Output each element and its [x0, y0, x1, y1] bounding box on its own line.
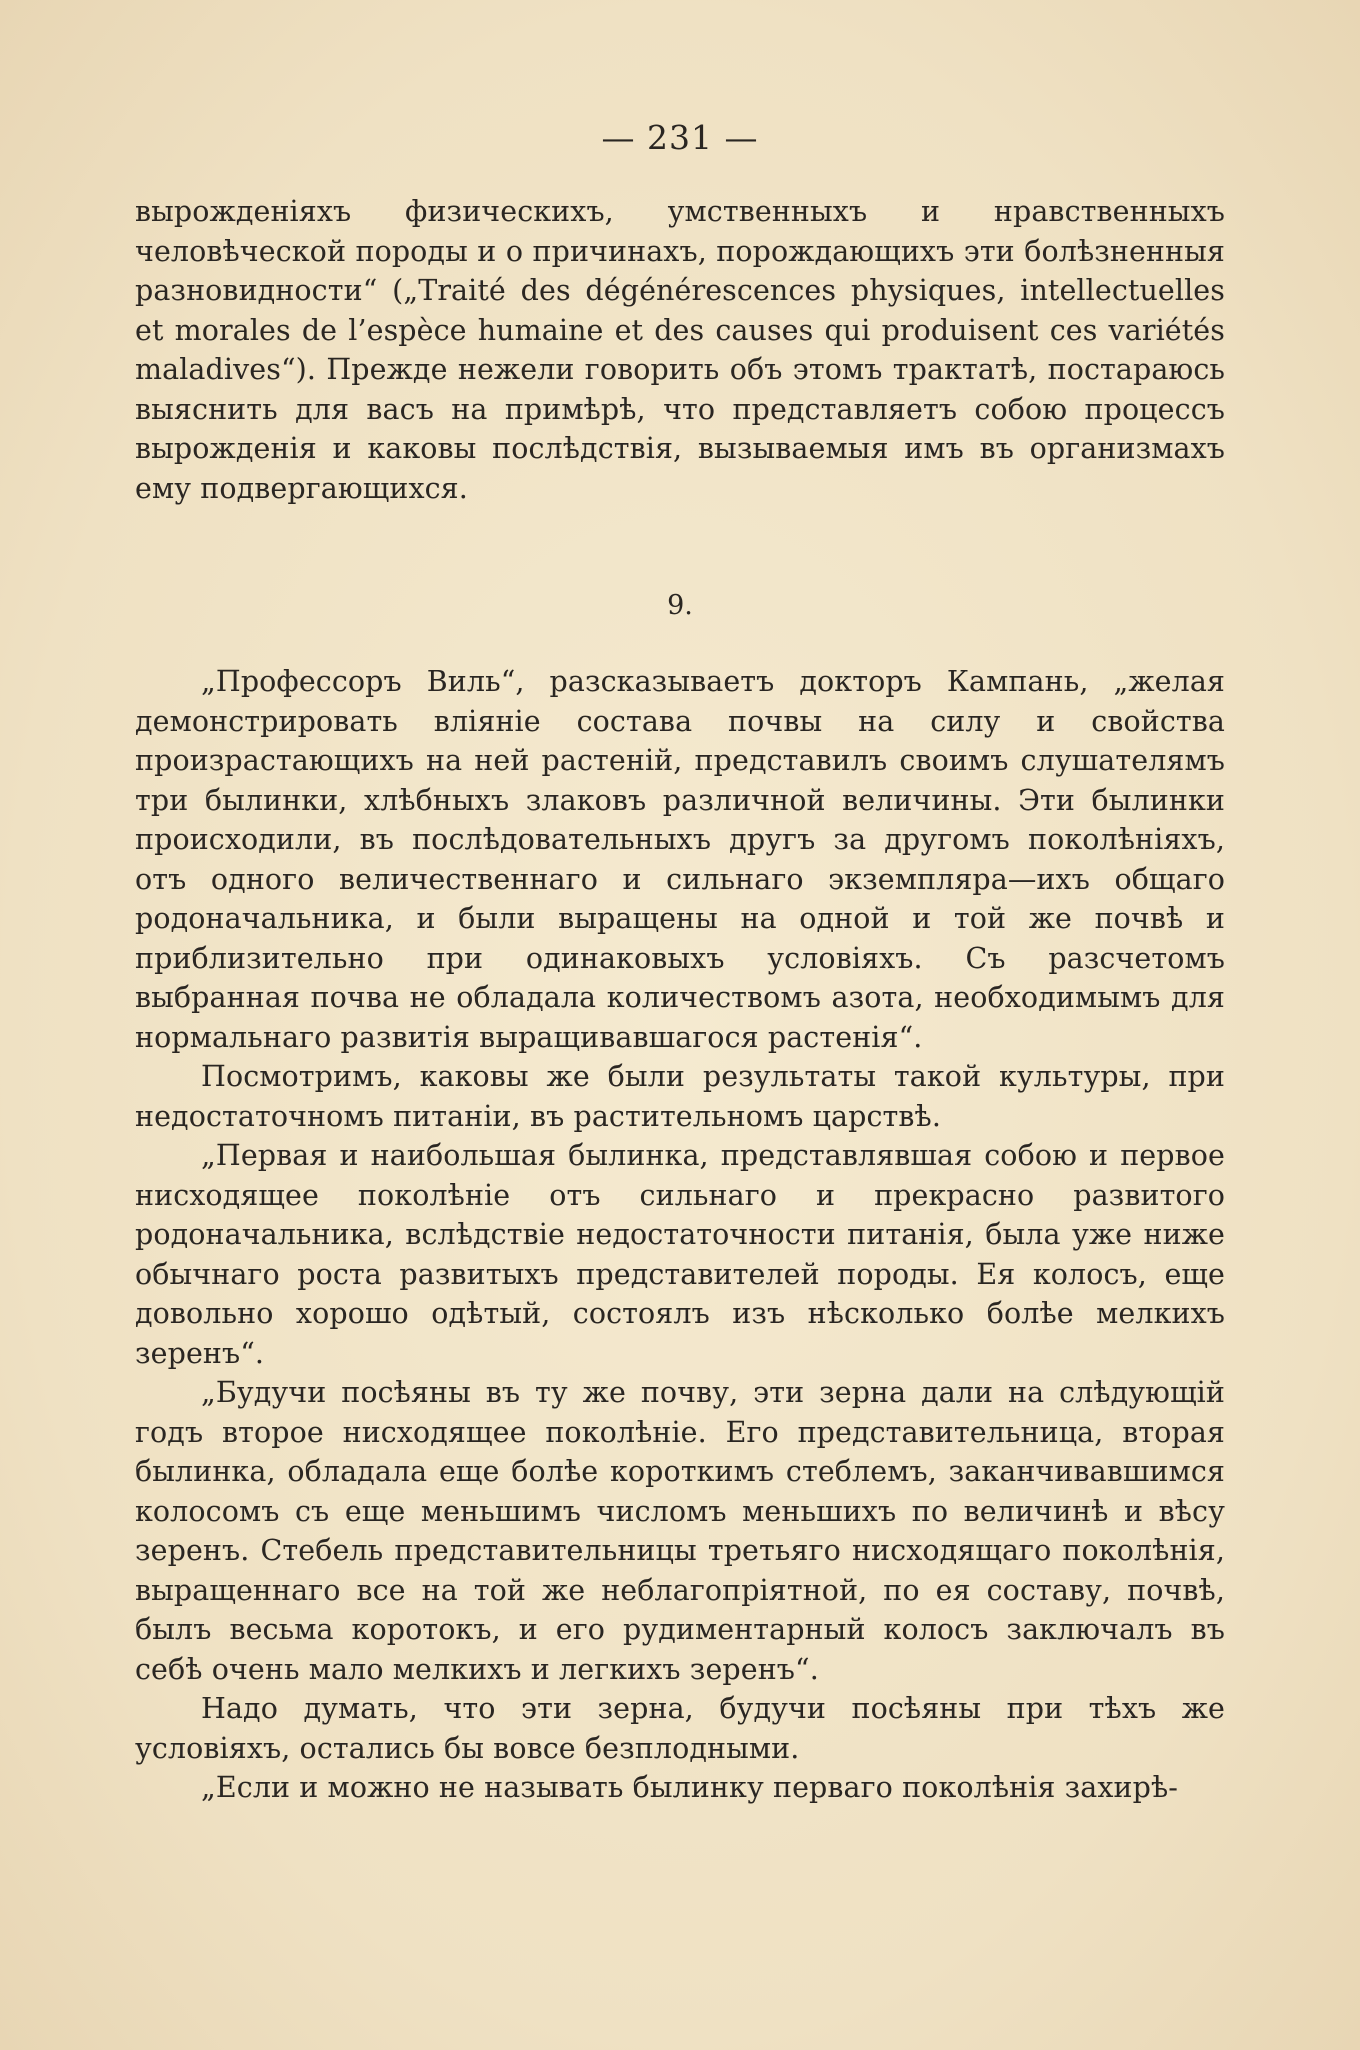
paragraph-4: „Будучи посѣяны въ ту же почву, эти зерна дали на слѣдующій годъ второе нисходящее поколѣніе. Его представительница, вторая былинка, обладала еще болѣе короткимъ стеблемъ, заканчивавшимся колосомъ съ еще меньшимъ числомъ меньшихъ по величинѣ и вѣсу зеренъ. Стебель представительницы третьяго нисходящаго поколѣнія, выращеннаго все на той же неблагопріятной, по ея составу, почвѣ, былъ весьма коротокъ, и его рудиментарный колосъ заключалъ въ себѣ очень мало мелкихъ и легкихъ зеренъ“.	[135, 1376, 1225, 1686]
paragraph-2: Посмотримъ, каковы же были результаты такой культуры, при недостаточномъ питаніи, въ растительномъ царствѣ.	[135, 1060, 1225, 1133]
paragraph-1: „Профессоръ Виль“, разсказываетъ докторъ Кампань, „желая демонстрировать вліяніе состава почвы на силу и свойства произрастающихъ на ней растеній, представилъ своимъ слушателямъ три былинки, хлѣбныхъ злаковъ различной величины. Эти былинки происходили, въ послѣдовательныхъ другъ за другомъ поколѣніяхъ, отъ одного величественнаго и сильнаго экземпляра—ихъ общаго родоначальника, и были выращены на одной и той же почвѣ и приблизительно при одинаковыхъ условіяхъ. Съ разсчетомъ выбранная почва не обладала количествомъ азота, необходимымъ для нормальнаго развитія выращивавшагося растенія“.	[135, 665, 1225, 1054]
paragraph-5: Надо думать, что эти зерна, будучи посѣяны при тѣхъ же условіяхъ, остались бы вовсе безплодными.	[135, 1692, 1225, 1765]
section-number: 9.	[667, 590, 693, 621]
paragraph-3: „Первая и наибольшая былинка, представлявшая собою и первое нисходящее поколѣніе отъ сильнаго и прекрасно развитого родоначальника, вслѣдствіе недостаточности питанія, была уже ниже обычнаго роста развитыхъ представителей породы. Ея колосъ, еще довольно хорошо одѣтый, состоялъ изъ нѣсколько болѣе мелкихъ зеренъ“.	[135, 1139, 1225, 1370]
main-text-block	[135, 662, 1225, 1808]
page-number: — 231 —	[601, 118, 759, 157]
top-paragraph: вырожденіяхъ физическихъ, умственныхъ и нравственныхъ человѣческой породы и о причинахъ, порождающихъ эти болѣзненныя разновидности“ („Traité des dégénérescences physiques, intellectuelles et morales de l’espèce humaine et des causes qui produisent ces variétés maladives“). Прежде нежели говорить объ этомъ трактатѣ, постараюсь выяснить для васъ на примѣрѣ, что представляетъ собою процессъ вырожденія и каковы послѣдствія, вызываемыя имъ въ организмахъ ему подвергающихся.	[135, 195, 1225, 505]
top-paragraph-block	[135, 192, 1225, 508]
paragraph-6: „Если и можно не называть былинку перваго поколѣнія захирѣ-	[201, 1771, 1179, 1804]
